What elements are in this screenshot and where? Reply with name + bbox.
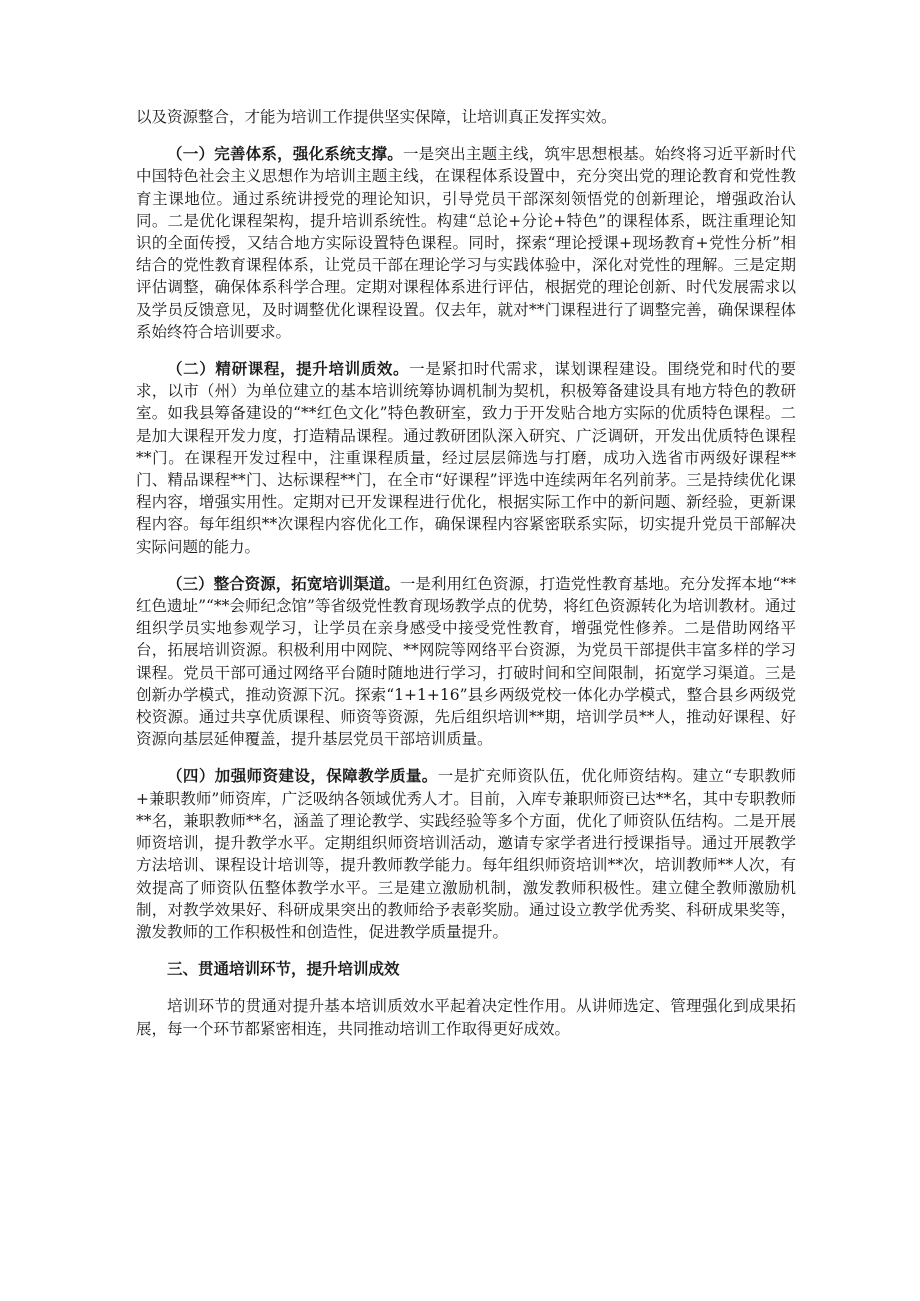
- section-two-lead: （二）精研课程，提升培训质效。: [167, 359, 410, 379]
- section-two-paragraph: [136, 358, 796, 558]
- section-heading-three: 三、贯通培训环节，提升培训成效: [167, 959, 400, 979]
- section-two-body: 一是紧扣时代需求，谋划课程建设。围绕党和时代的要求，以市（州）为单位建立的基本培训统筹协调机制为契机，积极筹备建设具有地方特色的教研室。如我县筹备建设的“**红色文化”特色教研室，致力于开发贴合地方实际的优质特色课程。二是加大课程开发力度，打造精品课程。通过教研团队深入研究、广泛调研，开发出优质特色课程**门。在课程开发过程中，注重课程质量，经过层层筛选与打磨，成功入选省市两级好课程**门、精品课程**门、达标课程**门，在全市“好课程”评选中连续两年名列前茅。三是持续优化课程内容，增强实用性。定期对已开发课程进行优化，根据实际工作中的新问题、新经验，更新课程内容。每年组织**次课程内容优化工作，确保课程内容紧密联系实际，切实提升党员干部解决实际问题的能力。: [136, 360, 796, 556]
- section-four-lead: （四）加强师资建设，保障教学质量。: [167, 766, 438, 786]
- section-three-body: 一是利用红色资源，打造党性教育基地。充分发挥本地“**红色遗址”“**会师纪念馆”等省级党性教育现场教学点的优势，将红色资源转化为培训教材。通过组织学员实地参观学习，让学员在亲身感受中接受党性教育，增强党性修养。二是借助网络平台，拓展培训资源。积极利用中网院、**网院等网络平台资源，为党员干部提供丰富多样的学习课程。党员干部可通过网络平台随时随地进行学习，打破时间和空间限制，拓宽学习渠道。三是创新办学模式，推动资源下沉。探索“1+1+16”县乡两级党校一体化办学模式，整合县乡两级党校资源。通过共享优质课程、师资等资源，先后组织培训**期，培训学员**人，推动好课程、好资源向基层延伸覆盖，提升基层党员干部培训质量。: [136, 574, 796, 749]
- section-three-lead: （三）整合资源，拓宽培训渠道。: [167, 573, 400, 593]
- section-three-paragraph: [136, 573, 796, 751]
- document-body: [136, 106, 796, 1040]
- section-four-paragraph: [136, 765, 796, 943]
- intro-paragraph-tail: 以及资源整合，才能为培训工作提供坚实保障，让培训真正发挥实效。: [136, 108, 617, 126]
- section-one-lead: （一）完善体系，强化系统支撑。: [167, 144, 403, 164]
- section-one-paragraph: [136, 143, 796, 343]
- section-one-body: 一是突出主题主线，筑牢思想根基。始终将习近平新时代中国特色社会主义思想作为培训主题主线，在课程体系设置中，充分突出党的理论教育和党性教育主课地位。通过系统讲授党的理论知识，引导党员干部深刻领悟党的创新理论，增强政治认同。二是优化课程架构，提升培训系统性。构建“总论+分论+特色”的课程体系，既注重理论知识的全面传授，又结合地方实际设置特色课程。同时，探索“理论授课+现场教育+党性分析”相结合的党性教育课程体系，让党员干部在理论学习与实践体验中，深化对党性的理解。三是定期评估调整，确保体系科学合理。定期对课程体系进行评估，根据党的理论创新、时代发展需求以及学员反馈意见，及时调整优化课程设置。仅去年，就对**门课程进行了调整完善，确保课程体系始终符合培训要求。: [136, 145, 796, 341]
- closing-paragraph: 培训环节的贯通对提升基本培训质效水平起着决定性作用。从讲师选定、管理强化到成果拓展，每一个环节都紧密相连，共同推动培训工作取得更好成效。: [136, 997, 796, 1038]
- section-four-body: 一是扩充师资队伍，优化师资结构。建立“专职教师+兼职教师”师资库，广泛吸纳各领域优秀人才。目前，入库专兼职师资已达**名，其中专职教师**名，兼职教师**名，涵盖了理论教学、实践经验等多个方面，优化了师资队伍结构。二是开展师资培训，提升教学水平。定期组织师资培训活动，邀请专家学者进行授课指导。通过开展教学方法培训、课程设计培训等，提升教师教学能力。每年组织师资培训**次，培训教师**人次，有效提高了师资队伍整体教学水平。三是建立激励机制，激发教师积极性。建立健全教师激励机制，对教学效果好、科研成果突出的教师给予表彰奖励。通过设立教学优秀奖、科研成果奖等，激发教师的工作积极性和创造性，促进教学质量提升。: [136, 767, 796, 941]
